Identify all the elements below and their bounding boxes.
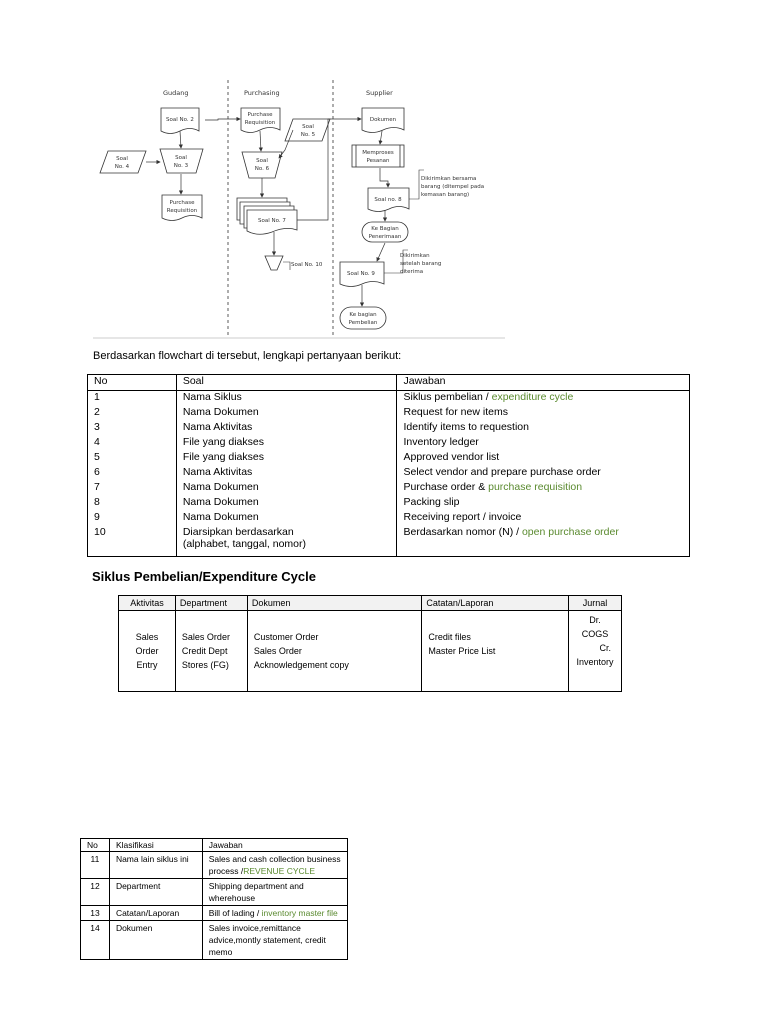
cell-soal: Nama Dokumen (176, 496, 397, 511)
lane-purchasing: Purchasing (244, 89, 280, 97)
col-no: No (81, 839, 110, 852)
table-row (88, 511, 690, 526)
node-soal6-line1: Soal (256, 158, 268, 164)
node-soal3-line1: Soal (175, 155, 187, 161)
table-row (88, 436, 690, 451)
cell-soal: File yang diakses (176, 436, 397, 451)
col-jawaban: Jawaban (202, 839, 347, 852)
cell-catatan: Credit files Master Price List (422, 611, 569, 692)
node-soal4-line2: No. 4 (114, 164, 130, 170)
node-soal5-line2: No. 5 (300, 132, 316, 138)
lane-supplier: Supplier (366, 89, 393, 97)
cell-klasifikasi: Department (109, 879, 202, 906)
cell-no: 9 (88, 511, 177, 526)
col-no: No (88, 375, 177, 391)
cell-jawaban: Identify items to requestion (397, 421, 690, 436)
col-klasifikasi: Klasifikasi (109, 839, 202, 852)
col-aktivitas: Aktivitas (119, 596, 176, 611)
cell-jawaban: Approved vendor list (397, 451, 690, 466)
table-row (81, 921, 348, 960)
col-jurnal: Jurnal (568, 596, 621, 611)
cell-klasifikasi: Dokumen (109, 921, 202, 960)
cell-no: 10 (88, 526, 177, 557)
cell-no: 13 (81, 906, 110, 921)
table-row (88, 391, 690, 407)
cell-no: 4 (88, 436, 177, 451)
cell-jawaban: Sales and cash collection business process /REVENUE CYCLE (202, 852, 347, 879)
table-row (88, 526, 690, 557)
cell-soal: Nama Dokumen (176, 511, 397, 526)
cell-jawaban: Shipping department and wherehouse (202, 879, 347, 906)
note8-line3: kemasan barang) (421, 192, 470, 198)
cell-department: Sales Order Credit Dept Stores (FG) (175, 611, 247, 692)
cell-soal: Nama Dokumen (176, 406, 397, 421)
table-row (88, 466, 690, 481)
node-soal8: Soal no. 8 (374, 197, 402, 203)
col-soal: Soal (176, 375, 397, 391)
node-pr1-line1: Purchase (169, 200, 195, 206)
cell-jawaban: Receiving report / invoice (397, 511, 690, 526)
table-row (119, 611, 622, 692)
node-soal2: Soal No. 2 (166, 117, 194, 123)
cell-no: 12 (81, 879, 110, 906)
node-soal4-line1: Soal (116, 156, 128, 162)
cell-jawaban: Bill of lading / inventory master file (202, 906, 347, 921)
cell-soal: Nama Aktivitas (176, 421, 397, 436)
cell-soal: Nama Aktivitas (176, 466, 397, 481)
col-department: Department (175, 596, 247, 611)
table-row (88, 421, 690, 436)
questions-table (87, 374, 690, 557)
cycle-table (118, 595, 622, 692)
cell-jawaban: Sales invoice,remittance advice,montly statement, credit memo (202, 921, 347, 960)
cell-klasifikasi: Nama lain siklus ini (109, 852, 202, 879)
cell-jawaban: Berdasarkan nomor (N) / open purchase order (397, 526, 690, 557)
node-memproses-line1: Memproses (362, 150, 394, 156)
cell-soal: Nama Siklus (176, 391, 397, 407)
classification-table (80, 838, 348, 960)
cell-jawaban: Purchase order & purchase requisition (397, 481, 690, 496)
cell-no: 11 (81, 852, 110, 879)
cell-no: 14 (81, 921, 110, 960)
cell-soal: Nama Dokumen (176, 481, 397, 496)
node-pr2-line1: Purchase (247, 112, 273, 118)
node-pr2-line2: Requisition (244, 120, 276, 126)
section-heading: Siklus Pembelian/Expenditure Cycle (92, 569, 316, 584)
cell-jawaban: Request for new items (397, 406, 690, 421)
cell-no: 3 (88, 421, 177, 436)
note8-line2: barang (ditempel pada (421, 184, 485, 190)
note8-line1: Dikirimkan bersama (421, 176, 477, 182)
cell-no: 2 (88, 406, 177, 421)
cell-no: 6 (88, 466, 177, 481)
intro-text: Berdasarkan flowchart di tersebut, lengkapi pertanyaan berikut: (93, 350, 402, 362)
cell-soal: Diarsipkan berdasarkan (alphabet, tanggal, nomor) (176, 526, 397, 557)
table-row (81, 852, 348, 879)
node-penerimaan-line1: Ke Bagian (371, 226, 399, 232)
cell-aktivitas: Sales Order Entry (119, 611, 176, 692)
flowchart (90, 78, 510, 343)
cell-soal: File yang diakses (176, 451, 397, 466)
col-catatan: Catatan/Laporan (422, 596, 569, 611)
node-soal6-line2: No. 6 (254, 166, 270, 172)
col-jawaban: Jawaban (397, 375, 690, 391)
cell-jawaban: Select vendor and prepare purchase order (397, 466, 690, 481)
node-penerimaan-line2: Penerimaan (368, 234, 402, 240)
node-soal10: Soal No. 10 (291, 262, 323, 268)
cell-dokumen: Customer Order Sales Order Acknowledgement copy (247, 611, 422, 692)
cell-no: 8 (88, 496, 177, 511)
table-row (88, 406, 690, 421)
node-soal9: Soal No. 9 (347, 271, 375, 277)
cell-no: 7 (88, 481, 177, 496)
table-row (81, 906, 348, 921)
cell-no: 1 (88, 391, 177, 407)
note9-line2: setelah barang (400, 261, 442, 267)
col-dokumen: Dokumen (247, 596, 422, 611)
cell-jawaban: Inventory ledger (397, 436, 690, 451)
node-memproses-line2: Pesanan (366, 158, 390, 164)
node-pembelian-line1: Ke bagian (349, 312, 377, 318)
table-row (88, 496, 690, 511)
note9-line3: diterima (400, 269, 424, 275)
node-pembelian-line2: Pembelian (348, 320, 378, 326)
node-soal5-line1: Soal (302, 124, 314, 130)
cell-klasifikasi: Catatan/Laporan (109, 906, 202, 921)
lane-gudang: Gudang (163, 89, 189, 97)
table-row (88, 451, 690, 466)
node-dokumen: Dokumen (369, 117, 397, 123)
node-soal3-line2: No. 3 (173, 163, 189, 169)
node-pr1-line2: Requisition (166, 208, 198, 214)
note9-line1: Dikirimkan (400, 253, 430, 259)
table-row (88, 481, 690, 496)
cell-jurnal: Dr. COGS Cr. Inventory (568, 611, 621, 692)
node-soal7: Soal No. 7 (258, 218, 286, 224)
cell-jawaban: Siklus pembelian / expenditure cycle (397, 391, 690, 407)
cell-no: 5 (88, 451, 177, 466)
cell-jawaban: Packing slip (397, 496, 690, 511)
table-row (81, 879, 348, 906)
